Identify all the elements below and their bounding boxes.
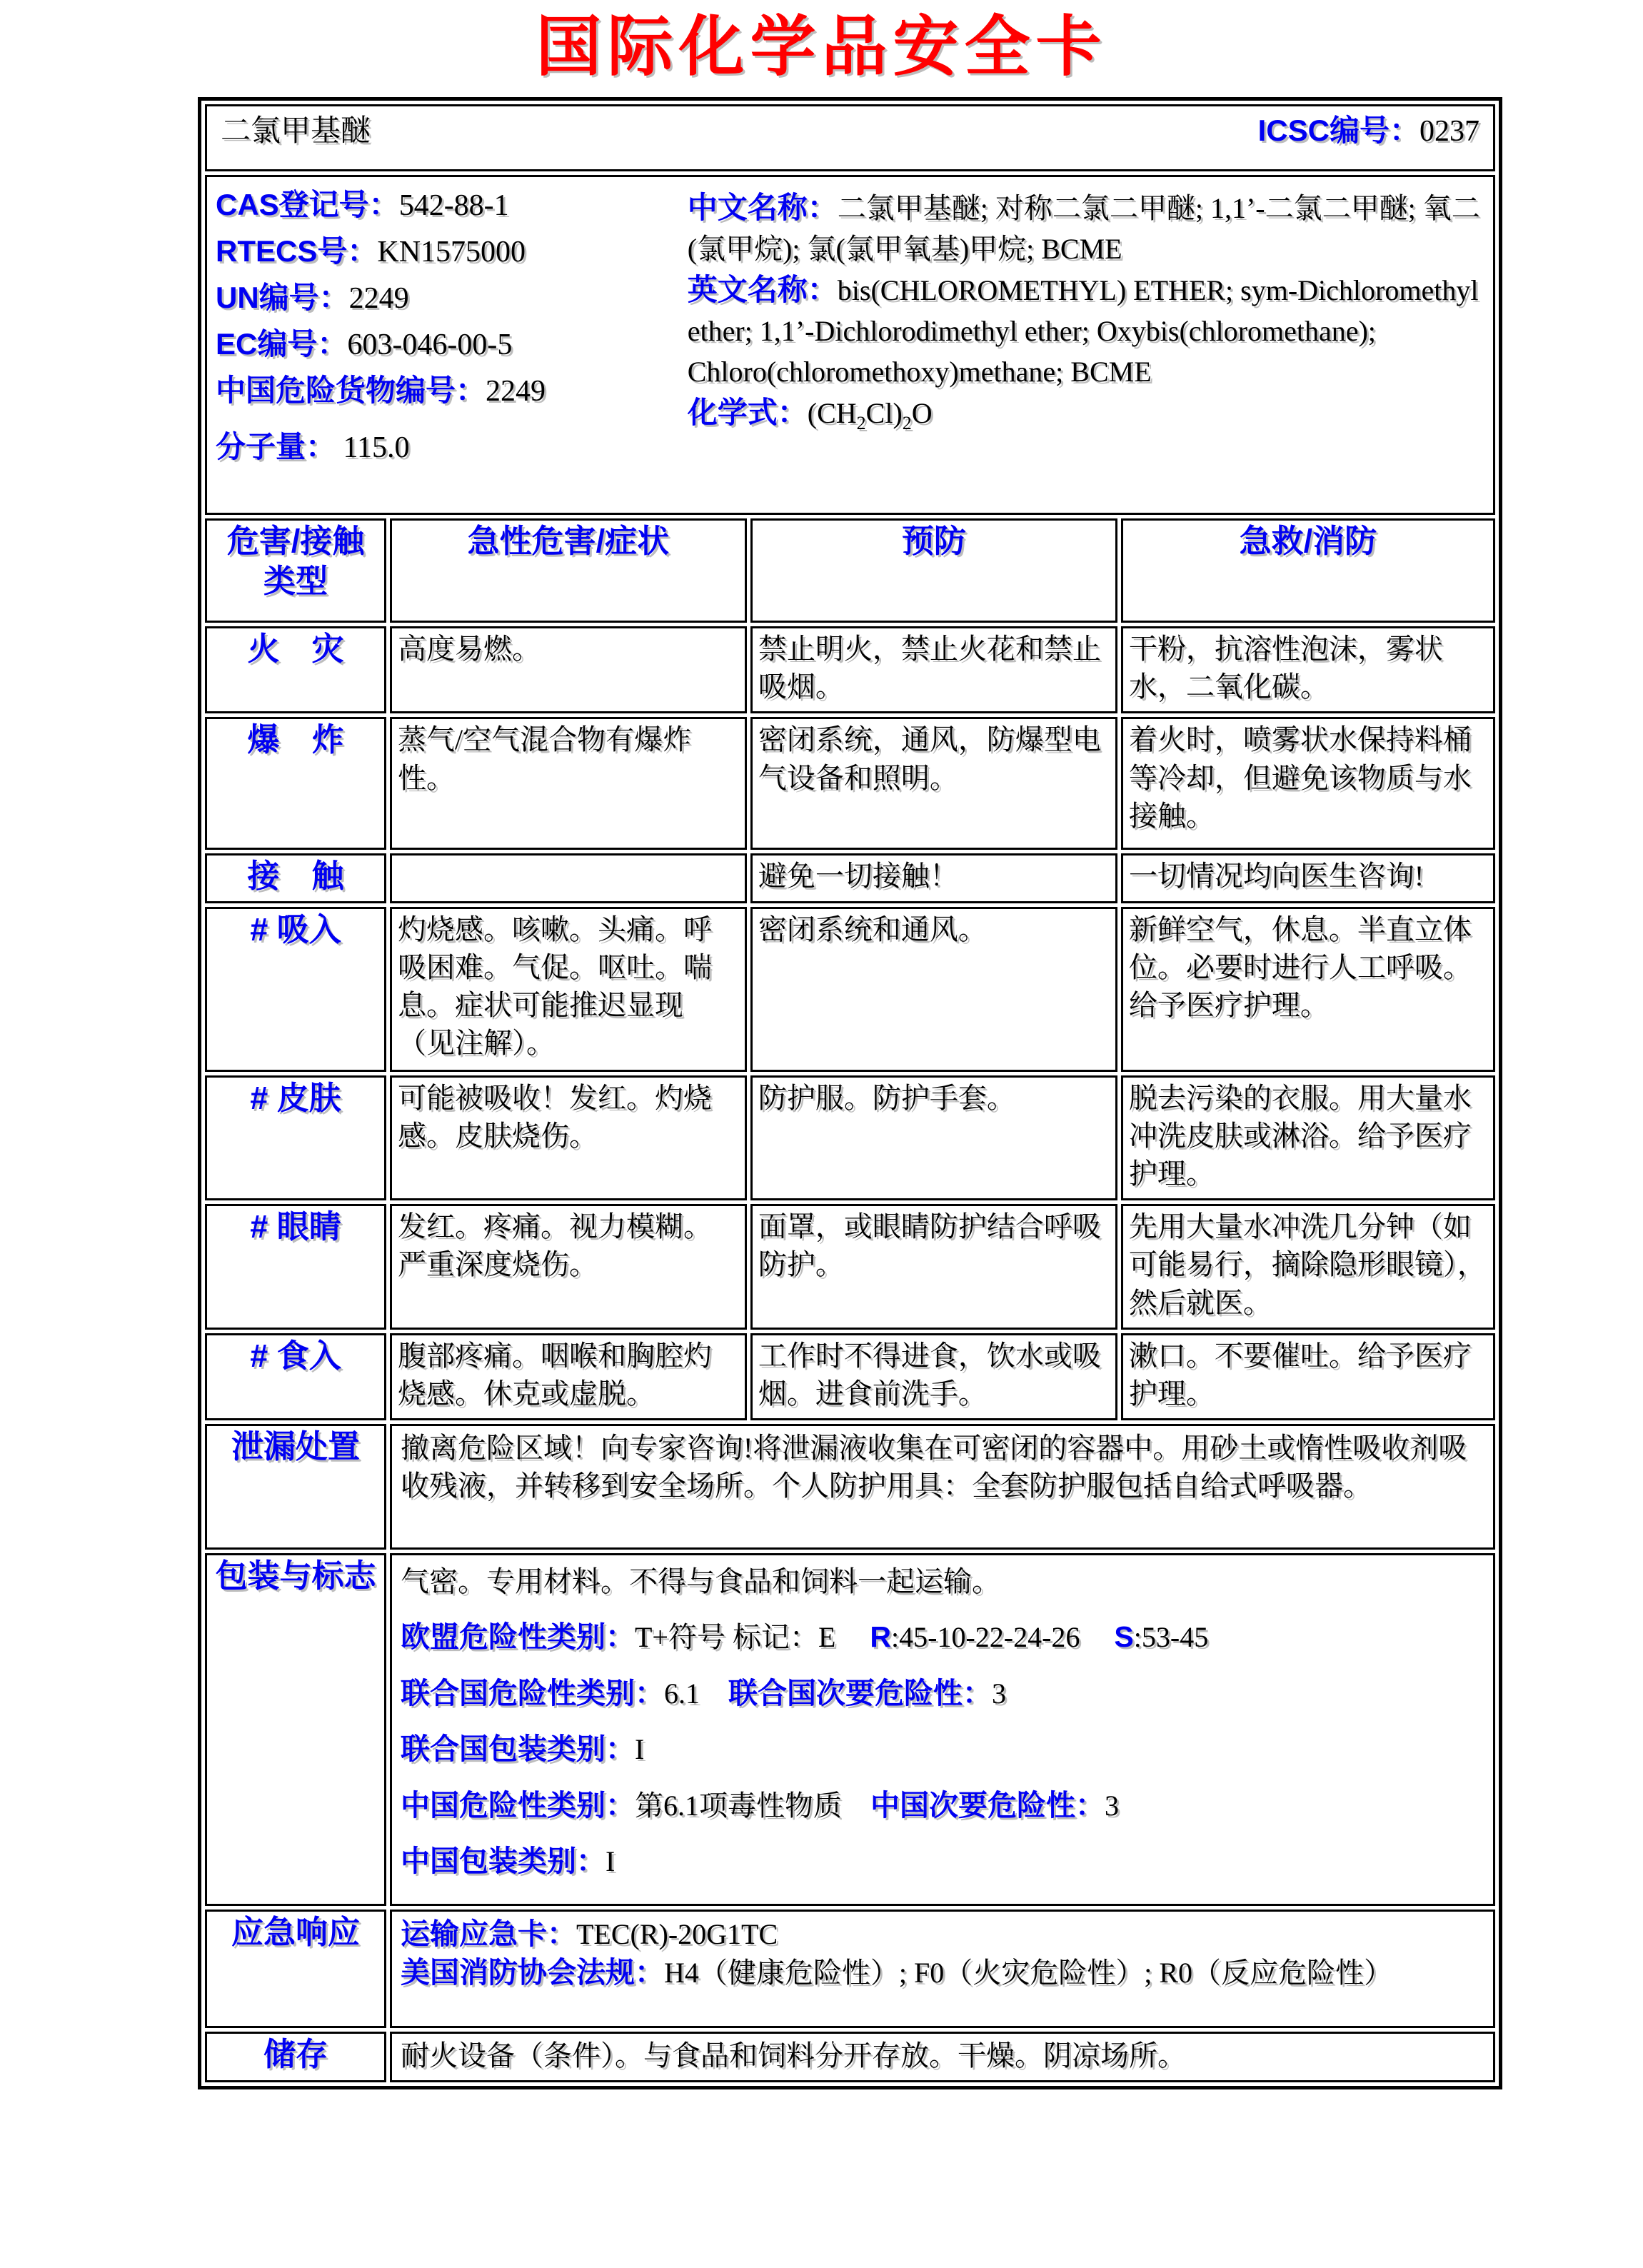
symptoms-cell: 腹部疼痛。咽喉和胸腔灼烧感。休克或虚脱。 <box>390 1333 747 1420</box>
substance-header-row <box>205 104 1495 171</box>
header-symptoms-cell: 急性危害/症状 <box>390 518 747 623</box>
section-label-cell: 包装与标志 <box>205 1553 386 1906</box>
hazard-row-exposure <box>205 853 1495 903</box>
symptoms-cell: 可能被吸收！发红。灼烧感。皮肤烧伤。 <box>390 1075 747 1201</box>
prevention-cell: 密闭系统和通风。 <box>750 907 1117 1072</box>
china-dangerous-goods-number: 中国危险货物编号：2249 <box>216 373 546 408</box>
names-block <box>685 187 1486 476</box>
china-classification: 中国危险性类别：第6.1项毒性物质 中国次要危险性：3 <box>400 1788 1119 1822</box>
hazard-row-inhalation <box>205 907 1495 1072</box>
hazard-row-ingestion <box>205 1333 1495 1420</box>
prevention-cell: 禁止明火，禁止火花和禁止吸烟。 <box>750 626 1117 713</box>
symptoms-cell: 蒸气/空气混合物有爆炸性。 <box>390 717 747 850</box>
symptoms-cell: 发红。疼痛。视力模糊。严重深度烧伤。 <box>390 1204 747 1330</box>
firstaid-cell: 新鲜空气，休息。半直立体位。必要时进行人工呼吸。给予医疗护理。 <box>1121 907 1495 1072</box>
molecular-weight: 分子量： 115.0 <box>216 430 410 464</box>
identification-cell <box>205 175 1495 515</box>
emergency-response-row <box>205 1910 1495 2028</box>
hazard-type-cell: # 食入 <box>205 1333 386 1420</box>
un-packing-group: 联合国包装类别：I <box>400 1732 645 1766</box>
page-title: 国际化学品安全卡 <box>536 8 1107 85</box>
hazard-type-cell: 火 灾 <box>205 626 386 713</box>
icsc-card-table <box>198 97 1502 2089</box>
firstaid-cell: 先用大量水冲洗几分钟（如可能易行，摘除隐形眼镜），然后就医。 <box>1121 1204 1495 1330</box>
header-firstaid-cell: 急救/消防 <box>1121 518 1495 623</box>
hazard-header-row <box>205 518 1495 623</box>
packaging-transport-note: 气密。专用材料。不得与食品和饲料一起运输。 <box>400 1565 1000 1598</box>
symptoms-cell: 高度易燃。 <box>390 626 747 713</box>
storage-row <box>205 2032 1495 2082</box>
firstaid-cell: 一切情况均向医生咨询! <box>1121 853 1495 903</box>
chemical-formula: 化学式：$(CH_2Cl)_2O$ <box>687 396 933 433</box>
hazard-row-eyes <box>205 1204 1495 1330</box>
china-packing-group: 中国包装类别：I <box>400 1845 616 1878</box>
spill-disposal-text: 撤离危险区域！向专家咨询!将泄漏液收集在可密闭的容器中。用砂土或惰性吸收剂吸收残液，并转移到安全场所。个人防护用具：全套防护服包括自给式呼吸器。 <box>390 1424 1495 1550</box>
packaging-labelling-row <box>205 1553 1495 1906</box>
hazard-type-cell: 爆 炸 <box>205 717 386 850</box>
hazard-type-cell: 接 触 <box>205 853 386 903</box>
prevention-cell: 面罩，或眼睛防护结合呼吸防护。 <box>750 1204 1117 1330</box>
chinese-names: 中文名称：二氯甲基醚; 对称二氯二甲醚; 1,1’-二氯二甲醚; 氧二(氯甲烷); 氯(氯甲氧基)甲烷; BCME <box>687 191 1480 265</box>
header-prevention-cell: 预防 <box>750 518 1117 623</box>
packaging-labelling-content <box>390 1553 1495 1906</box>
symptoms-cell <box>390 853 747 903</box>
firstaid-cell: 脱去污染的衣服。用大量水冲洗皮肤或淋浴。给予医疗护理。 <box>1121 1075 1495 1201</box>
prevention-cell: 防护服。防护手套。 <box>750 1075 1117 1201</box>
hazard-row-skin <box>205 1075 1495 1201</box>
section-label-cell: 应急响应 <box>205 1910 386 2028</box>
ec-number: EC编号：603-046-00-5 <box>216 327 513 361</box>
cas-number: CAS登记号：542-88-1 <box>216 188 509 222</box>
substance-header-cell <box>205 104 1495 171</box>
storage-text: 耐火设备（条件）。与食品和饲料分开存放。干燥。阴凉场所。 <box>390 2032 1495 2082</box>
un-number: UN编号：2249 <box>216 281 409 315</box>
rtecs-number: RTECS号：KN1575000 <box>216 234 526 269</box>
prevention-cell: 工作时不得进食，饮水或吸烟。进食前洗手。 <box>750 1333 1117 1420</box>
symptoms-cell: 灼烧感。咳嗽。头痛。呼吸困难。气促。呕吐。喘息。症状可能推迟显现（见注解）。 <box>390 907 747 1072</box>
hazard-type-cell: # 皮肤 <box>205 1075 386 1201</box>
emergency-response-content <box>390 1910 1495 2028</box>
icsc-number <box>1258 107 1479 150</box>
prevention-cell: 避免一切接触！ <box>750 853 1117 903</box>
nfpa-code: 美国消防协会法规：H4（健康危险性）; F0（火灾危险性）; R0（反应危险性） <box>400 1956 1393 1989</box>
spill-disposal-row <box>205 1424 1495 1550</box>
firstaid-cell: 着火时，喷雾状水保持料桶等冷却，但避免该物质与水接触。 <box>1121 717 1495 850</box>
section-label-cell: 储存 <box>205 2032 386 2082</box>
header-hazard-type-cell: 危害/接触 类型 <box>205 518 386 623</box>
eu-classification: 欧盟危险性类别：T+符号 标记：E R:45-10-22-24-26 S:53-45 <box>400 1620 1209 1654</box>
english-names: 英文名称：bis(CHLOROMETHYL) ETHER; sym-Dichloromethyl ether; 1,1’-Dichlorodimethyl ether; Oxybis(chloromethane); Chloro(chloromethoxy)methane; BCME <box>687 273 1479 388</box>
prevention-cell: 密闭系统，通风，防爆型电气设备和照明。 <box>750 717 1117 850</box>
icsc-number-value: 0237 <box>1420 115 1479 148</box>
section-label-cell: 泄漏处置 <box>205 1424 386 1550</box>
hazard-type-cell: # 眼睛 <box>205 1204 386 1330</box>
firstaid-cell: 干粉，抗溶性泡沫，雾状水，二氧化碳。 <box>1121 626 1495 713</box>
icsc-number-label: ICSC编号： <box>1257 114 1420 147</box>
hazard-row-fire <box>205 626 1495 713</box>
substance-name: 二氯甲基醚 <box>221 115 371 148</box>
identification-row <box>205 175 1495 515</box>
registry-numbers <box>216 187 685 476</box>
un-classification: 联合国危险性类别：6.1 联合国次要危险性：3 <box>400 1676 1006 1710</box>
firstaid-cell: 漱口。不要催吐。给予医疗护理。 <box>1121 1333 1495 1420</box>
hazard-row-explosion <box>205 717 1495 850</box>
transport-emergency-card: 运输应急卡：TEC(R)-20G1TC <box>400 1917 778 1950</box>
hazard-type-cell: # 吸入 <box>205 907 386 1072</box>
